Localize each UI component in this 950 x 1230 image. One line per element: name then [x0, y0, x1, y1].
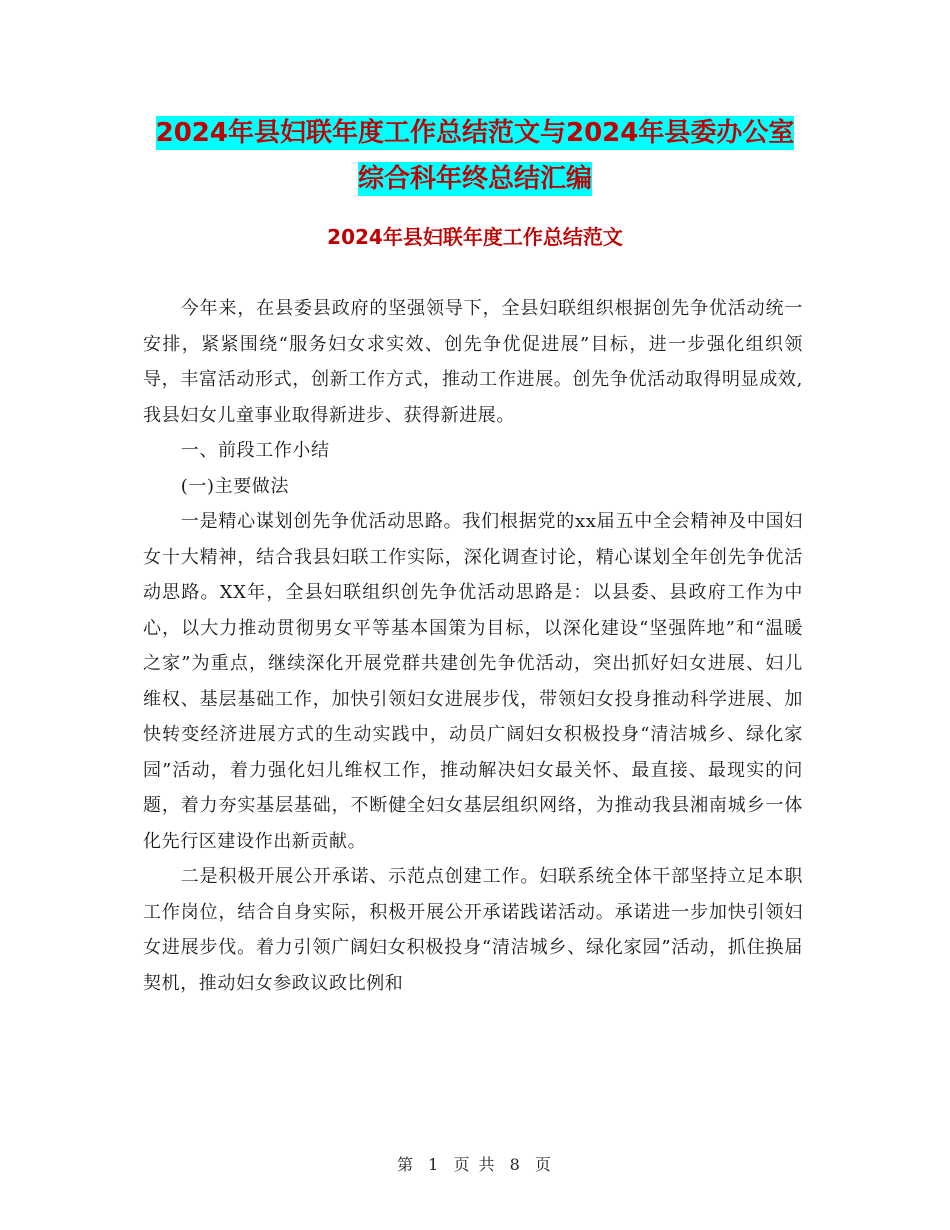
paragraph-intro: 今年来，在县委县政府的坚强领导下，全县妇联组织根据创先争优活动统一安排，紧紧围绕“服务妇女求实效、创先争优促进展”目标，进一步强化组织领导，丰富活动形式，创新工作方式，推动工作进展。创先争优活动取得明显成效,我县妇女儿童事业取得新进步、获得新进展。: [143, 298, 803, 426]
heading-part-one: 一、前段工作小结: [180, 440, 330, 461]
document-body: [143, 291, 803, 1001]
footer-prefix: 第: [397, 1155, 416, 1174]
paragraph-first-point: 一是精心谋划创先争优活动思路。我们根据党的xx届五中全会精神及中国妇女十大精神，结合我县妇联工作实际，深化调查讨论，精心谋划全年创先争优活动思路。XX年，全县妇联组织创先争优活动思路是：以县委、县政府工作为中心，以大力推动贯彻男女平等基本国策为目标，以深化建设“坚强阵地”和“温暖之家”为重点，继续深化开展党群共建创先争优活动，突出抓好妇女进展、妇儿维权、基层基础工作，加快引领妇女进展步伐，带领妇女投身推动科学进展、加快转变经济进展方式的生动实践中，动员广阔妇女积极投身“清洁城乡、绿化家园”活动，着力强化妇儿维权工作，推动解决妇女最关怀、最直接、最现实的问题，着力夯实基层基础，不断健全妇女基层组织网络，为推动我县湘南城乡一体化先行区建设作出新贡献。: [143, 511, 804, 852]
page-footer: [0, 1152, 950, 1175]
section-title: 2024年县妇联年度工作总结范文: [327, 225, 623, 249]
page-total: 8: [509, 1155, 522, 1174]
footer-suffix: 页: [534, 1155, 553, 1174]
footer-middle: 页 共: [453, 1155, 497, 1174]
title-line-1: 2024年县妇联年度工作总结范文与2024年县委办公室: [155, 118, 795, 148]
title-line-2: 综合科年终总结汇编: [357, 164, 592, 194]
page-number: 1: [428, 1155, 441, 1174]
paragraph-second-point: 二是积极开展公开承诺、示范点创建工作。妇联系统全体干部坚持立足本职工作岗位，结合自身实际，积极开展公开承诺践诺活动。承诺进一步加快引领妇女进展步伐。着力引领广阔妇女积极投身“清洁城乡、绿化家园”活动，抓住换届契机，推动妇女参政议政比例和: [143, 866, 803, 994]
document-title: [0, 110, 950, 202]
heading-main-practices: (一)主要做法: [180, 475, 290, 497]
